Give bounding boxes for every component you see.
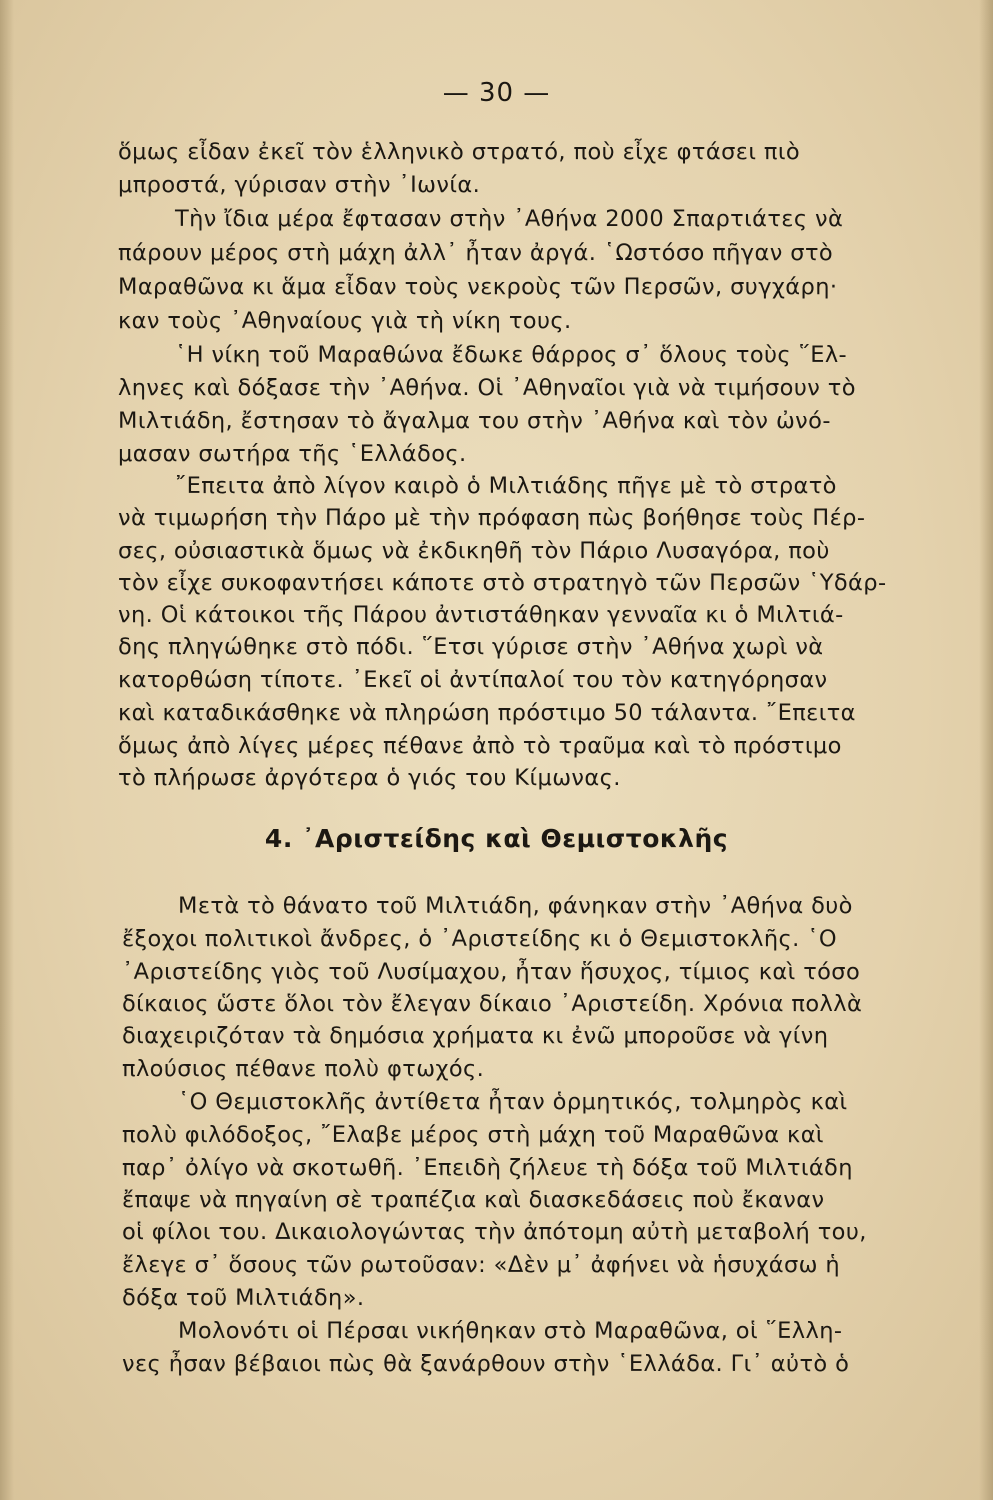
text-line: κατορθώση τίποτε. ᾿Εκεῖ οἱ ἀντίπαλοί του τὸν κατηγόρησαν — [118, 667, 828, 693]
text-line: Μετὰ τὸ θάνατο τοῦ Μιλτιάδη, φάνηκαν στὴν ᾿Αθήνα δυὸ — [178, 893, 853, 919]
page-edge-shadow-right — [979, 0, 993, 1500]
text-line: τὸ πλήρωσε ἀργότερα ὁ γιός του Κίμωνας. — [118, 765, 621, 791]
text-line: Μιλτιάδη, ἔστησαν τὸ ἄγαλμα του στὴν ᾿Αθήνα καὶ τὸν ὠνό- — [118, 408, 831, 434]
text-line: ἔπαψε νὰ πηγαίνη σὲ τραπέζια καὶ διασκεδάσεις ποὺ ἔκαναν — [122, 1187, 825, 1213]
text-line: νὰ τιμωρήση τὴν Πάρο μὲ τὴν πρόφαση πὼς βοήθησε τοὺς Πέρ- — [118, 505, 866, 531]
text-line: πάρουν μέρος στὴ μάχη ἀλλ᾿ ἦταν ἀργά. ῾Ωστόσο πῆγαν στὸ — [118, 240, 834, 266]
text-line: μπροστά, γύρισαν στὴν ᾿Ιωνία. — [118, 172, 481, 198]
text-line: ὅμως ἀπὸ λίγες μέρες πέθανε ἀπὸ τὸ τραῦμα καὶ τὸ πρόστιμο — [118, 733, 842, 759]
text-line: ἔξοχοι πολιτικοὶ ἄνδρες, ὁ ᾿Αριστείδης κι ὁ Θεμιστοκλῆς. ῾Ο — [122, 926, 837, 952]
text-line: Τὴν ἴδια μέρα ἔφτασαν στὴν ᾿Αθήνα 2000 Σπαρτιάτες νὰ — [175, 206, 844, 232]
text-line: νες ἦσαν βέβαιοι πὼς θὰ ξανάρθουν στὴν ῾Ελλάδα. Γι᾿ αὐτὸ ὁ — [122, 1351, 850, 1377]
text-line: καν τοὺς ᾿Αθηναίους γιὰ τὴ νίκη τους. — [118, 308, 572, 334]
text-line: ῾Ο Θεμιστοκλῆς ἀντίθετα ἦταν ὁρμητικός, τολμηρὸς καὶ — [178, 1089, 848, 1115]
text-line: δίκαιος ὥστε ὅλοι τὸν ἔλεγαν δίκαιο ᾿Αριστείδη. Χρόνια πολλὰ — [122, 991, 863, 1017]
text-line: πολὺ φιλόδοξος, ῎Ελαβε μέρος στὴ μάχη τοῦ Μαραθῶνα καὶ — [122, 1122, 824, 1148]
text-line: καὶ καταδικάσθηκε νὰ πληρώση πρόστιμο 50 τάλαντα. ῎Επειτα — [118, 700, 856, 726]
text-line: τὸν εἶχε συκοφαντήσει κάποτε στὸ στρατηγὸ τῶν Περσῶν ῾Υδάρ- — [118, 570, 887, 596]
text-line: ᾿Αριστείδης γιὸς τοῦ Λυσίμαχου, ἦταν ἥσυχος, τίμιος καὶ τόσο — [122, 959, 861, 985]
text-line: διαχειριζόταν τὰ δημόσια χρήματα κι ἐνῶ μποροῦσε νὰ γίνη — [122, 1023, 829, 1049]
text-line: νη. Οἱ κάτοικοι τῆς Πάρου ἀντιστάθηκαν γενναῖα κι ὁ Μιλτιά- — [118, 602, 844, 628]
text-line: μασαν σωτήρα τῆς ῾Ελλάδος. — [118, 441, 467, 467]
text-line: ἔλεγε σ᾿ ὅσους τῶν ρωτοῦσαν: «Δὲν μ᾿ ἀφήνει νὰ ἡσυχάσω ἡ — [122, 1252, 841, 1278]
text-line: σες, οὐσιαστικὰ ὅμως νὰ ἐκδικηθῆ τὸν Πάριο Λυσαγόρα, ποὺ — [118, 538, 830, 564]
page-number: — 30 — — [442, 78, 551, 108]
text-line: δης πληγώθηκε στὸ πόδι. ῞Ετσι γύρισε στὴν ᾿Αθήνα χωρὶ νὰ — [118, 634, 824, 660]
text-line: Μολονότι οἱ Πέρσαι νικήθηκαν στὸ Μαραθῶνα, οἱ ῞Ελλη- — [178, 1318, 843, 1344]
section-heading: 4. ᾿Αριστείδης καὶ Θεμιστοκλῆς — [264, 824, 729, 853]
text-line: ὅμως εἶδαν ἐκεῖ τὸν ἑλληνικὸ στρατό, ποὺ εἶχε φτάσει πιὸ — [118, 139, 801, 165]
text-line: παρ᾿ ὀλίγο νὰ σκοτωθῆ. ᾿Επειδὴ ζήλευε τὴ δόξα τοῦ Μιλτιάδη — [122, 1155, 853, 1181]
text-line: ληνες καὶ δόξασε τὴν ᾿Αθήνα. Οἱ ᾿Αθηναῖοι γιὰ νὰ τιμήσουν τὸ — [118, 375, 856, 401]
text-line: δόξα τοῦ Μιλτιάδη». — [122, 1285, 365, 1311]
text-line: ῾Η νίκη τοῦ Μαραθώνα ἔδωκε θάρρος σ᾿ ὅλους τοὺς ῞Ελ- — [175, 342, 848, 368]
text-line: πλούσιος πέθανε πολὺ φτωχός. — [122, 1056, 485, 1082]
page-edge-shadow-left — [0, 0, 14, 1500]
text-line: ῎Επειτα ἀπὸ λίγον καιρὸ ὁ Μιλτιάδης πῆγε μὲ τὸ στρατὸ — [175, 473, 837, 499]
text-line: Μαραθῶνα κι ἅμα εἶδαν τοὺς νεκροὺς τῶν Περσῶν, συγχάρη· — [118, 274, 838, 300]
text-line: οἱ φίλοι του. Δικαιολογώντας τὴν ἀπότομη αὐτὴ μεταβολή του, — [122, 1219, 867, 1245]
